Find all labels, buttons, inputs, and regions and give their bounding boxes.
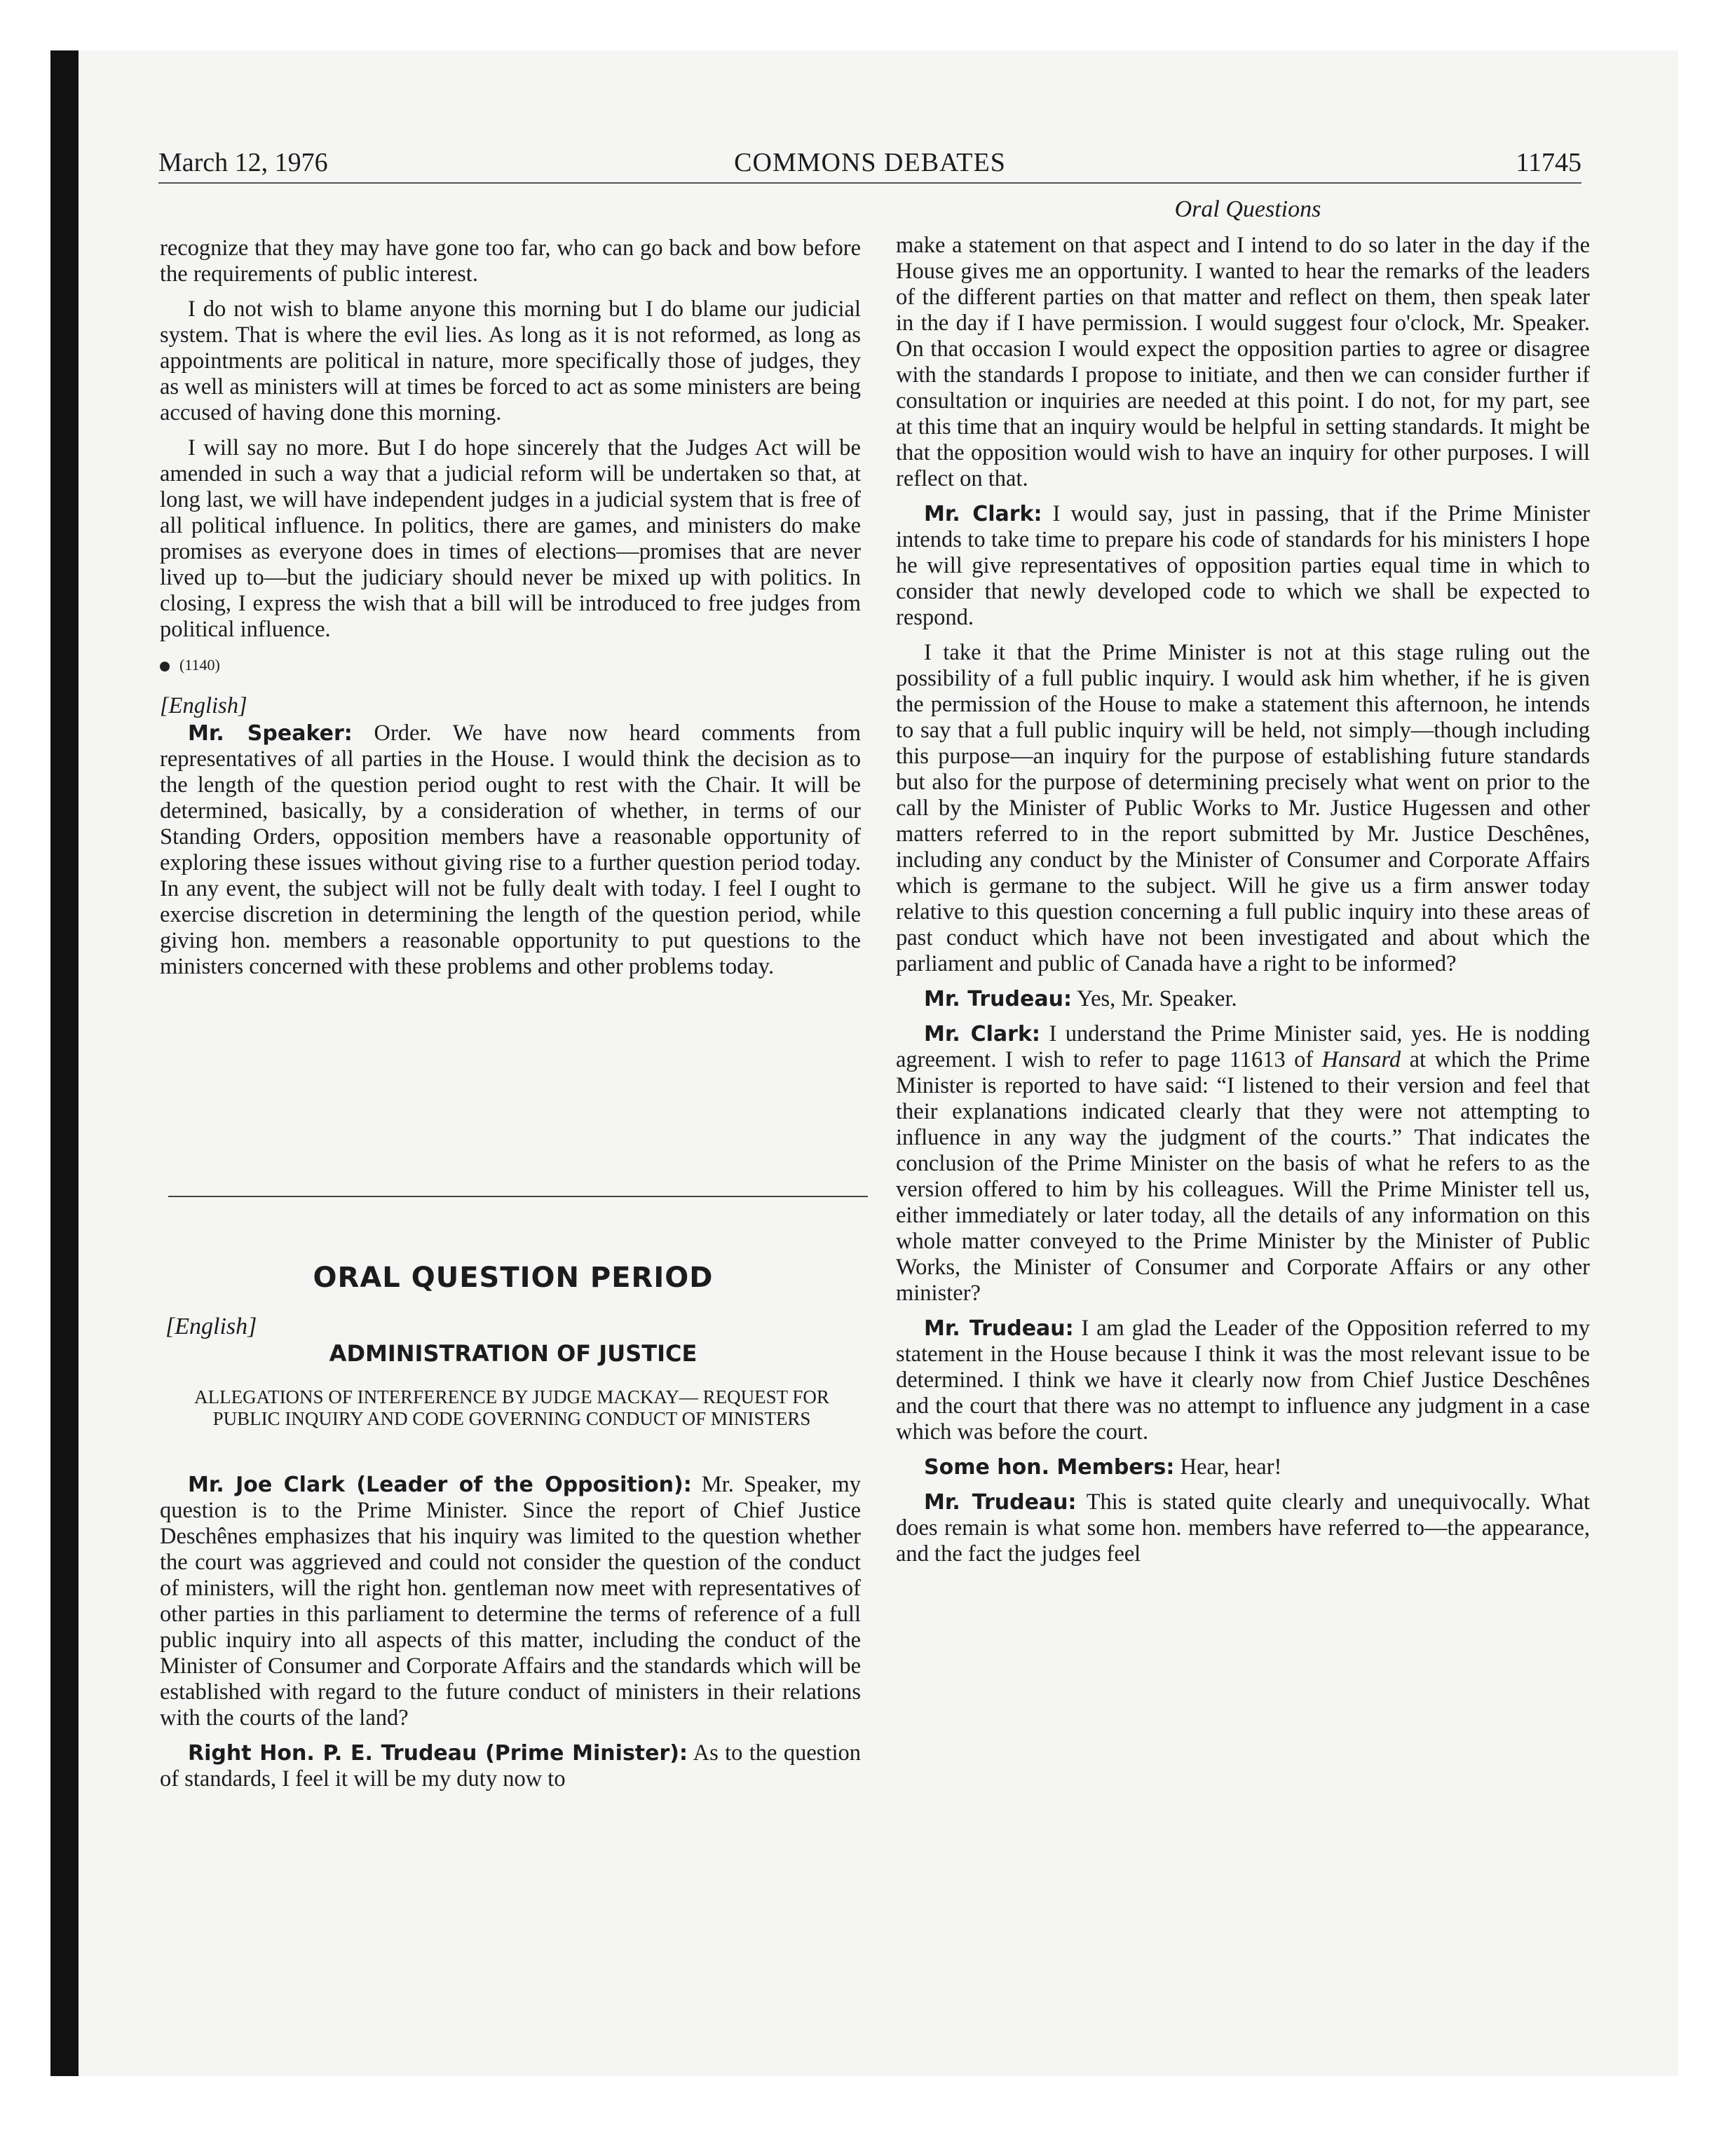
running-header [158,140,1581,184]
language-tag: [English] [160,693,247,718]
bullet-icon [160,662,170,671]
paragraph: make a statement on that aspect and I intend to do so later in the day if the House gives me an opportunity. I wanted to hear the remarks of the leaders of the different parties on that matter and reflect on them, then speak later in the day if I have permission. I would suggest four o'clock, Mr. Speaker. On that occasion I would expect the opposition parties to agree or disagree with the standards I propose to initiate, and then we can consider further if consultation or inquiries are needed at this point. I do not, for my part, see at this time that an inquiry would be helpful in setting standards. It might be that the opposition would wish to have an inquiry for other purposes. I will reflect on that. [896,233,1590,491]
speech-clark [160,1472,861,1731]
speech-text: at which the Prime Minister is reported to have said: “I listened to their version and feel that their explanations indicated clearly that they were not attempting to influence in any way the judgment of the courts.” That indicates the conclusion of the Prime Minister on the basis of what he refers to as the version offered to him by his colleagues. Will the Prime Minister tell us, either immediately or later today, all the details of any information on this whole matter conveyed to the Prime Minister by the Minister of Public Works, the Minister of Consumer and Corporate Affairs or any other minister? [896,1047,1591,1306]
speaker-label: Some hon. Members: [924,1455,1175,1480]
paragraph: recognize that they may have gone too far, who can go back and bow before the requirements of public interest. [160,236,861,287]
speaker-label: Mr. Trudeau: [924,1316,1074,1341]
speech-text: Order. We have now heard comments from representatives of all parties in the House. I would think the decision as to the length of the question period ought to rest with the Chair. It will be determined, basically, by a consideration of whether, in terms of our Standing Orders, opposition members have a reasonable opportunity of exploring these issues without giving rise to a further question period today. In any event, the subject will not be fully dealt with today. I feel I ought to exercise discretion in determining the length of the question period, while giving hon. members a reasonable opportunity to put questions to the ministers concerned with these problems and other problems today. [160,721,861,979]
speaker-label: Mr. Joe Clark (Leader of the Opposition): [188,1473,692,1497]
paragraph: I do not wish to blame anyone this morning but I do blame our judicial system. That is where the evil lies. As long as it is not reformed, as long as appointments are political in nature, more specifically those of judges, they as well as ministers will at times be forced to act as some ministers are being accused of having done this morning. [160,296,861,425]
speaker-label: Mr. Trudeau: [924,1490,1077,1515]
left-column-top [160,236,861,989]
left-column-bottom [160,1472,861,1801]
scan-edge [50,50,79,2076]
speaker-label: Mr. Clark: [924,1022,1040,1046]
speech-members [896,1454,1590,1480]
header-date: March 12, 1976 [158,148,328,177]
speech-clark [896,1021,1590,1306]
speaker-label: Mr. Clark: [924,502,1042,526]
time-stamp: (1140) [179,656,220,674]
speech-trudeau [896,986,1590,1012]
paragraph: I will say no more. But I do hope sincerely that the Judges Act will be amended in such a way that a judicial reform will be undertaken so that, at long last, we will have independent judges in a judicial system that is free of all political influence. In politics, there are games, and ministers do make promises as everyone does in times of elections—promises that are never lived up to—but the judiciary should never be mixed up with politics. In closing, I express the wish that a bill will be introduced to free judges from political influence. [160,435,861,642]
section-heading: Oral Questions [1174,196,1321,222]
subheading-allegations: ALLEGATIONS OF INTERFERENCE BY JUDGE MACKAY— REQUEST FOR PUBLIC INQUIRY AND CODE GOVERNING CONDUCT OF MINISTERS [194,1386,829,1429]
hansard-reference: Hansard [1321,1047,1401,1072]
speech-text: I am glad the Leader of the Opposition referred to my statement in the House because I think it was the most relevant issue to be determined. I think we have it clearly now from Chief Justice Deschênes and the court that there was no attempt to influence any judgment in a case which was before the court. [896,1316,1590,1445]
speech-text: I understand the Prime Minister said, yes. He is nodding agreement. I wish to refer to page 11613 of [896,1021,1591,1072]
page-number: 11745 [1516,148,1581,177]
speaker-label: Mr. Speaker: [188,721,353,746]
paragraph: I take it that the Prime Minister is not at this stage ruling out the possibility of a full public inquiry. I would ask him whether, if he is given the permission of the House to make a statement this afternoon, he intends to say that a full public inquiry will be held, not simply—though including this purpose—an inquiry for the purpose of establishing future standards but also for the purpose of determining precisely what went on prior to the call by the Minister of Public Works to Mr. Justice Hugessen and other matters referred to in the report submitted by Mr. Justice Deschênes, including any conduct by the Minister of Consumer and Corporate Affairs which is germane to the subject. Will he give us a firm answer today relative to this question concerning a full public inquiry into these areas of past conduct which have not been investigated and about which the parliament and public of Canada have a right to be informed? [896,640,1590,976]
section-divider [168,1196,868,1197]
speech-text: Hear, hear! [1180,1454,1282,1480]
speech-text: Mr. Speaker, my question is to the Prime Minister. Since the report of Chief Justice Deschênes emphasizes that his inquiry was limited to the question whether the court was aggrieved and could not consider the question of the conduct of ministers, will the right hon. gentleman now meet with representatives of other parties in this parliament to determine the terms of reference of a full public inquiry into all aspects of this matter, including the conduct of the Minister of Consumer and Corporate Affairs and the standards which will be established with regard to the future conduct of ministers in their relations with the courts of the land? [160,1472,861,1731]
speech-trudeau [160,1740,861,1792]
language-tag: [English] [165,1314,257,1339]
speech-text: As to the question of standards, I feel it will be my duty now to [160,1740,862,1792]
right-column [896,233,1590,1576]
speech-clark [896,501,1590,631]
speech-trudeau [896,1316,1590,1445]
heading-administration-of-justice: ADMINISTRATION OF JUSTICE [329,1340,698,1367]
header-title: COMMONS DEBATES [734,148,1006,177]
speaker-label: Mr. Trudeau: [924,987,1072,1011]
time-marker [160,652,861,678]
speech-trudeau [896,1489,1590,1567]
heading-oral-question-period: ORAL QUESTION PERIOD [313,1262,714,1294]
speaker-label: Right Hon. P. E. Trudeau (Prime Minister): [188,1741,688,1766]
speech-text: I would say, just in passing, that if the Prime Minister intends to take time to prepare his code of standards for his ministers I hope he will give representatives of opposition parties equal time in which to consider that newly developed code to which we shall be expected to respond. [896,501,1591,630]
speech-text: This is stated quite clearly and unequivocally. What does remain is what some hon. members have referred to—the appearance, and the fact the judges feel [896,1489,1590,1567]
speech-speaker [160,721,861,980]
speech-text: Yes, Mr. Speaker. [1076,986,1237,1011]
